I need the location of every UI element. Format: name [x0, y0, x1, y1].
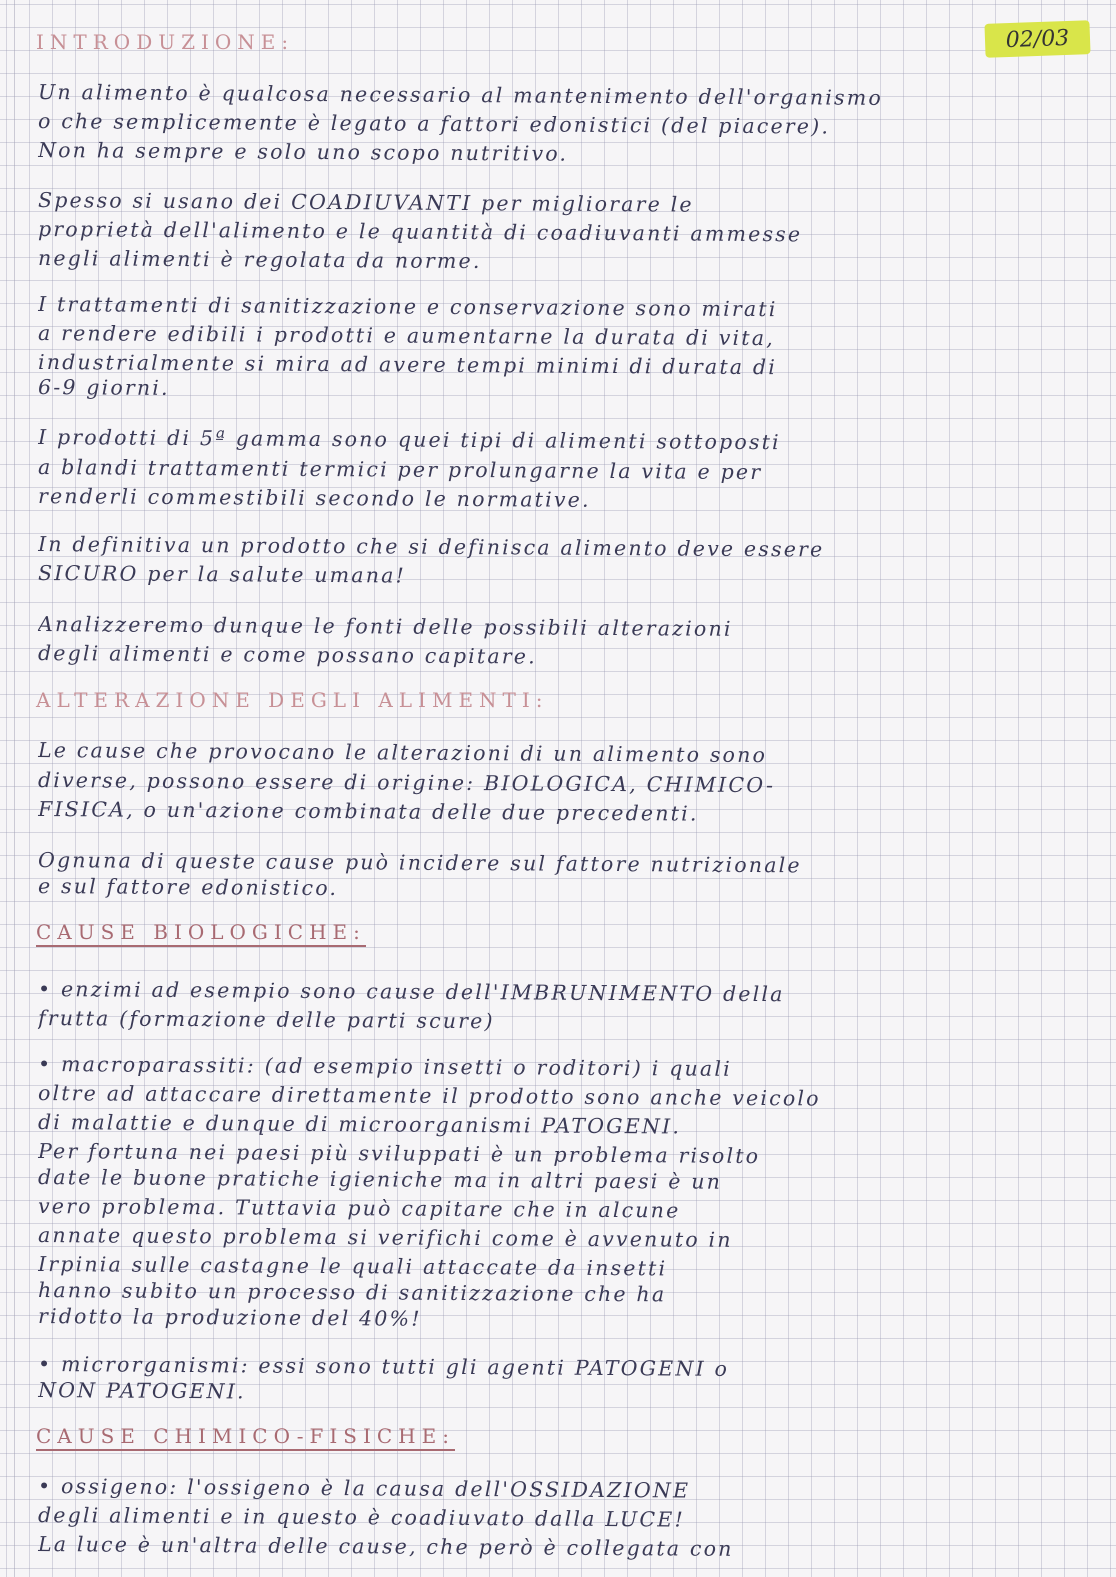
heading-alterazione: ALTERAZIONE DEGLI ALIMENTI:	[36, 688, 549, 712]
text-line: date le buone pratiche igieniche ma in altri paesi è un	[37, 1165, 723, 1194]
text-line: Non ha sempre e solo uno scopo nutritivo.	[37, 138, 569, 166]
text-line: annate questo problema si verifichi come è avvenuto in	[37, 1223, 733, 1252]
text-line: NON PATOGENI.	[37, 1378, 246, 1404]
text-line: Le cause che provocano le alterazioni di un alimento sono	[37, 738, 768, 768]
text-line: negli alimenti è regolata da norme.	[37, 246, 482, 274]
text-line: Un alimento è qualcosa necessario al mantenimento dell'organismo	[37, 80, 884, 110]
text-line: Analizzeremo dunque le fonti delle possibili alterazioni	[37, 612, 733, 641]
text-line: a blandi trattamenti termici per prolungarne la vita e per	[37, 455, 763, 485]
heading-cause-chimico-fisiche: CAUSE CHIMICO-FISICHE:	[36, 1424, 455, 1451]
text-line: • microrganismi: essi sono tutti gli agenti PATOGENI o	[37, 1352, 730, 1381]
text-line: • macroparassiti: (ad esempio insetti o roditori) i quali	[37, 1052, 732, 1081]
text-line: frutta (formazione delle parti scure)	[37, 1006, 495, 1034]
text-line: degli alimenti e in questo è coadiuvato dalla LUCE!	[37, 1503, 686, 1532]
text-line: diverse, possono essere di origine: BIOLOGICA, CHIMICO-	[37, 768, 776, 798]
text-line: • ossigeno: l'ossigeno è la causa dell'OSSIDAZIONE	[37, 1474, 691, 1503]
text-line: Ognuna di queste cause può incidere sul fattore nutrizionale	[37, 848, 802, 878]
text-line: I trattamenti di sanitizzazione e conservazione sono mirati	[37, 292, 778, 322]
heading-introduzione: INTRODUZIONE:	[36, 30, 295, 54]
text-line: • enzimi ad esempio sono cause dell'IMBRUNIMENTO della	[37, 977, 785, 1007]
text-line: Irpinia sulle castagne le quali attaccate da insetti	[37, 1252, 668, 1281]
text-line: degli alimenti e come possano capitare.	[37, 641, 537, 669]
text-line: di malattie e dunque di microorganismi PATOGENI.	[37, 1110, 682, 1139]
text-line: vero problema. Tuttavia può capitare che in alcune	[37, 1194, 681, 1223]
text-line: Per fortuna nei paesi più sviluppati è un problema risolto	[37, 1139, 761, 1169]
date-badge: 02/03	[984, 20, 1090, 58]
text-line: 6-9 giorni.	[37, 375, 170, 400]
heading-cause-biologiche: CAUSE BIOLOGICHE:	[36, 920, 366, 947]
text-line: oltre ad attaccare direttamente il prodotto sono anche veicolo	[37, 1081, 821, 1111]
text-line: Spesso si usano dei COADIUVANTI per migliorare le	[37, 188, 694, 217]
text-line: ridotto la produzione del 40%!	[37, 1304, 422, 1331]
text-line: FISICA, o un'azione combinata delle due precedenti.	[37, 797, 699, 826]
text-line: e sul fattore edonistico.	[37, 874, 339, 901]
text-line: proprietà dell'alimento e le quantità di coadiuvanti ammesse	[37, 217, 803, 247]
text-line: a rendere edibili i prodotti e aumentarne la durata di vita,	[37, 321, 776, 351]
text-line: SICURO per la salute umana!	[37, 561, 407, 588]
text-line: o che semplicemente è legato a fattori edonistici (del piacere).	[37, 109, 831, 139]
text-line: renderli commestibili secondo le normative.	[37, 484, 591, 512]
text-line: In definitiva un prodotto che si definisca alimento deve essere	[37, 532, 825, 562]
margin-line	[14, 0, 15, 1577]
text-line: I prodotti di 5ª gamma sono quei tipi di alimenti sottoposti	[37, 425, 781, 455]
text-line: industrialmente si mira ad avere tempi minimi di durata di	[37, 350, 778, 380]
text-line: hanno subito un processo di sanitizzazione che ha	[37, 1278, 667, 1307]
text-line: La luce è un'altra delle cause, che però è collegata con	[37, 1532, 734, 1561]
